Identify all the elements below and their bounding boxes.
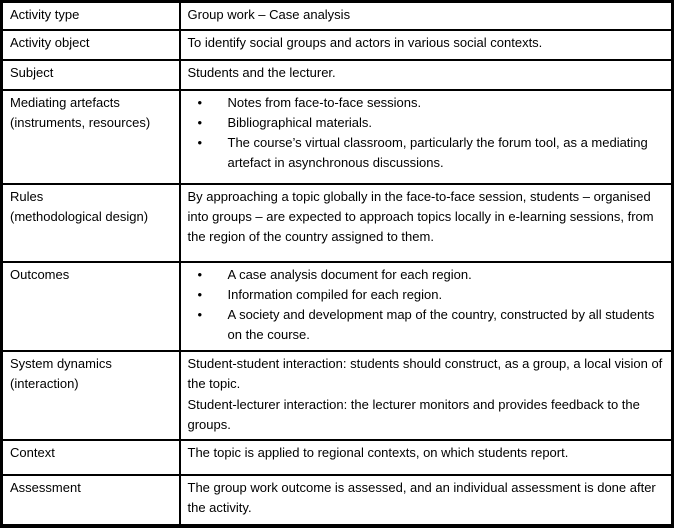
table-row-mediating-artefacts <box>2 90 673 184</box>
table-row-activity-object <box>2 30 673 60</box>
row-value: Group work – Case analysis <box>187 7 351 22</box>
table-row-assessment <box>2 475 673 526</box>
bullet-item: • Notes from face-to-face sessions. <box>198 93 666 113</box>
row-label-cell <box>2 90 180 184</box>
row-value-cell <box>180 90 673 184</box>
table-row-rules <box>2 184 673 262</box>
row-paragraph: Student-lecturer interaction: the lecturer monitors and provides feedback to the groups. <box>187 397 640 432</box>
row-sublabel: (methodological design) <box>10 209 149 224</box>
row-value: Students and the lecturer. <box>187 65 336 80</box>
row-value-cell <box>180 30 673 60</box>
row-label-cell <box>2 440 180 475</box>
row-value-cell <box>180 2 673 31</box>
row-label: System dynamics <box>10 356 112 371</box>
row-value-cell <box>180 440 673 475</box>
table-row-system-dynamics <box>2 351 673 440</box>
row-label: Subject <box>10 65 54 80</box>
bullet-item: • A case analysis document for each region. <box>198 265 666 285</box>
table-row-context <box>2 440 673 475</box>
bullet-item: • Bibliographical materials. <box>198 113 666 133</box>
bullet-item: • Information compiled for each region. <box>198 285 666 305</box>
row-label-cell <box>2 60 180 90</box>
row-value: The topic is applied to regional contexts, on which students report. <box>187 445 569 460</box>
row-paragraph: Student-student interaction: students should construct, as a group, a local vision of the topic. <box>187 356 663 391</box>
row-value-cell <box>180 262 673 351</box>
row-label-cell <box>2 475 180 526</box>
row-label-cell <box>2 262 180 351</box>
row-label: Activity object <box>10 35 90 50</box>
row-label: Outcomes <box>10 267 70 282</box>
row-value-cell <box>180 60 673 90</box>
row-label: Context <box>10 445 55 460</box>
bullet-item: • The course’s virtual classroom, particularly the forum tool, as a mediating artefact in asynchronous discussions. <box>198 133 666 173</box>
bullet-item: • A society and development map of the country, constructed by all students on the course. <box>198 305 666 345</box>
row-label-cell <box>2 351 180 440</box>
table-row-outcomes <box>2 262 673 351</box>
row-label-cell <box>2 2 180 31</box>
bullet-list <box>188 93 666 173</box>
row-sublabel: (interaction) <box>10 376 79 391</box>
row-label: Mediating artefacts <box>10 95 120 110</box>
row-label: Assessment <box>10 480 81 495</box>
row-label: Rules <box>10 189 44 204</box>
row-value-cell <box>180 351 673 440</box>
row-label-cell <box>2 184 180 262</box>
row-value: By approaching a topic globally in the face-to-face session, students – organised into groups – are expected to approach topics locally in e-learning sessions, from the region of the country assigned to them. <box>187 189 654 244</box>
row-label: Activity type <box>10 7 80 22</box>
row-value-cell <box>180 475 673 526</box>
row-value: To identify social groups and actors in various social contexts. <box>187 35 543 50</box>
row-value: The group work outcome is assessed, and an individual assessment is done after the activity. <box>187 480 656 515</box>
table-row-activity-type <box>2 2 673 31</box>
row-sublabel: (instruments, resources) <box>10 115 151 130</box>
row-label-cell <box>2 30 180 60</box>
table-row-subject <box>2 60 673 90</box>
row-value-cell <box>180 184 673 262</box>
bullet-list <box>188 265 666 345</box>
